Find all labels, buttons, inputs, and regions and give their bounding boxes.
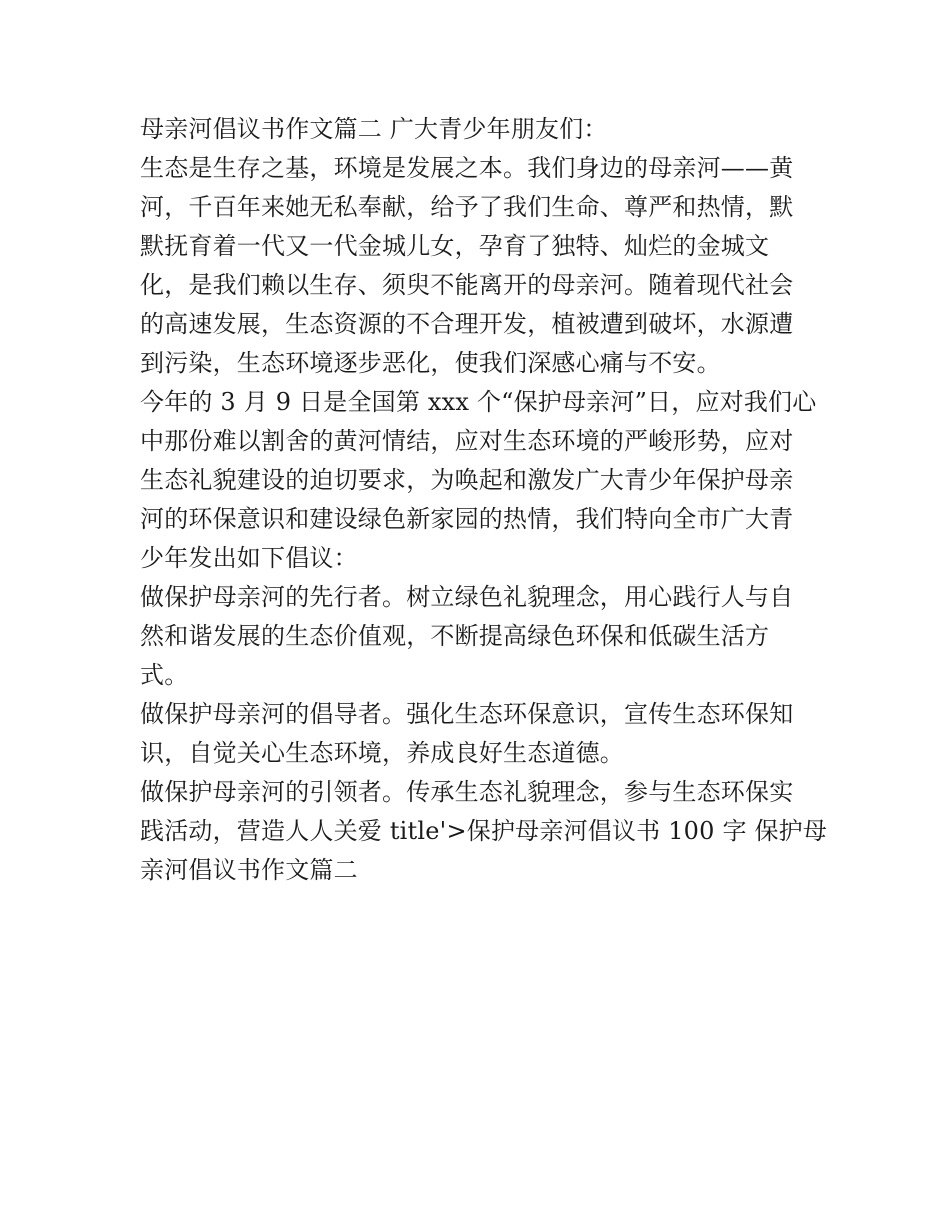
text-line: 化，是我们赖以生存、须臾不能离开的母亲河。随着现代社会 bbox=[140, 271, 794, 299]
text-line: 做保护母亲河的倡导者。强化生态环保意识，宣传生态环保知 bbox=[140, 700, 794, 728]
text-line: 识，自觉关心生态环境，养成良好生态道德。 bbox=[140, 739, 624, 767]
text-line: 做保护母亲河的先行者。树立绿色礼貌理念，用心践行人与自 bbox=[140, 583, 794, 611]
text-line: 中那份难以割舍的黄河情结，应对生态环境的严峻形势，应对 bbox=[140, 427, 794, 455]
paragraph-leader bbox=[140, 773, 828, 890]
text-line: 到污染，生态环境逐步恶化，使我们深感心痛与不安。 bbox=[140, 349, 721, 377]
text-line: 生态礼貌建设的迫切要求，为唤起和激发广大青少年保护母亲 bbox=[140, 466, 794, 494]
text-line: 做保护母亲河的引领者。传承生态礼貌理念，参与生态环保实 bbox=[140, 778, 794, 806]
paragraph-intro bbox=[140, 149, 815, 383]
document-body bbox=[140, 110, 828, 890]
text-line: 河的环保意识和建设绿色新家园的热情，我们特向全市广大青 bbox=[140, 505, 794, 533]
text-line: 生态是生存之基，环境是发展之本。我们身边的母亲河——黄 bbox=[140, 154, 794, 182]
text-line: 然和谐发展的生态价值观，不断提高绿色环保和低碳生活方 bbox=[140, 622, 770, 650]
text-line: 河，千百年来她无私奉献，给予了我们生命、尊严和热情，默 bbox=[140, 193, 794, 221]
text-line: 今年的 3 月 9 日是全国第 xxx 个“保护母亲河”日，应对我们心 bbox=[140, 388, 817, 416]
paragraph-occasion bbox=[140, 383, 815, 578]
paragraph-pioneer bbox=[140, 578, 815, 695]
text-line: 默抚育着一代又一代金城儿女，孕育了独特、灿烂的金城文 bbox=[140, 232, 770, 260]
paragraph-heading bbox=[140, 110, 815, 149]
text-line: 少年发出如下倡议： bbox=[140, 544, 358, 572]
paragraph-advocate bbox=[140, 695, 815, 773]
text-line: 亲河倡议书作文篇二 bbox=[140, 856, 358, 884]
text-line: 的高速发展，生态资源的不合理开发，植被遭到破坏，水源遭 bbox=[140, 310, 794, 338]
text-line: 式。 bbox=[140, 661, 189, 689]
text-line: 母亲河倡议书作文篇二 广大青少年朋友们： bbox=[140, 115, 608, 143]
text-line: 践活动，营造人人关爱 title'>保护母亲河倡议书 100 字 保护母 bbox=[140, 817, 828, 845]
